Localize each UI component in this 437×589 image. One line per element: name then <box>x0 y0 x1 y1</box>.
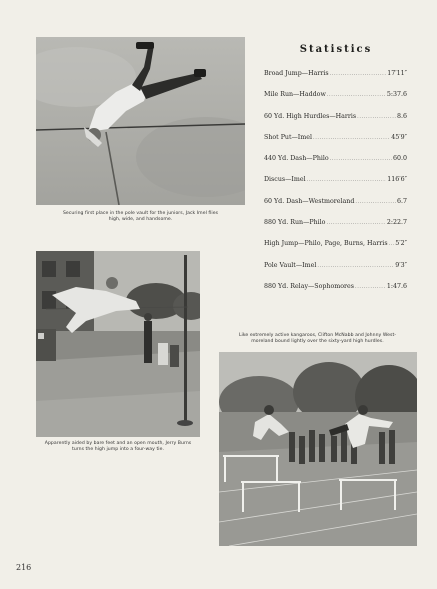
stat-leader-dots <box>357 114 396 120</box>
stat-row <box>264 240 407 261</box>
stat-event: 440 Yd. Dash—Philo <box>264 155 329 163</box>
stat-result: 6.7 <box>396 197 407 205</box>
stat-row <box>264 198 407 219</box>
stat-result: 5:37.6 <box>386 91 407 99</box>
stat-leader-dots <box>307 177 387 183</box>
stat-leader-dots <box>330 71 387 77</box>
stat-result: 5′2″ <box>395 240 407 248</box>
stat-row <box>264 113 407 134</box>
stat-event: 60 Yd. Dash—Westmoreland <box>264 197 355 205</box>
stat-result: 60.0 <box>392 155 407 163</box>
stat-leader-dots <box>355 284 386 290</box>
high-jump-photo <box>36 251 200 437</box>
stat-result: 2:22.7 <box>386 219 407 227</box>
stat-leader-dots <box>330 156 392 162</box>
stat-result: 1:47.6 <box>386 282 407 290</box>
stat-event: 880 Yd. Run—Philo <box>264 219 326 227</box>
stat-leader-dots <box>313 135 390 141</box>
stat-row <box>264 283 407 304</box>
stat-row <box>264 176 407 197</box>
stat-leader-dots <box>355 199 396 205</box>
stat-result: 17′11″ <box>387 70 407 77</box>
pole-vault-caption-line1: Securing first place in the pole vault for the juniors, Jack Imel flies <box>62 211 219 216</box>
stat-row <box>264 219 407 240</box>
hurdles-caption-line2: moreland bound lightly over the sixty-yard high hurdles. <box>251 339 384 345</box>
stat-row <box>264 155 407 176</box>
stat-event: 880 Yd. Relay—Sophomores <box>264 282 355 290</box>
stat-result: 8.6 <box>396 112 407 120</box>
stat-event: 60 Yd. High Hurdles—Harris <box>264 112 357 120</box>
statistics-list <box>264 70 407 304</box>
stat-event: Mile Run—Haddow <box>264 91 326 99</box>
stat-event: High Jump—Philo, Page, Burns, Harris <box>264 240 388 248</box>
stat-row <box>264 91 407 112</box>
pole-vault-caption-line2: high, wide, and handsome. <box>108 217 173 223</box>
high-jump-caption <box>36 441 200 453</box>
stat-leader-dots <box>326 220 385 226</box>
stat-event: Discus—Imel <box>264 176 306 184</box>
pole-vault-caption <box>36 211 245 223</box>
hurdles-caption-line1: Like extremely active kangaroos, Clifton McNabb and Johnny West- <box>238 333 397 338</box>
stat-result: 9′3″ <box>395 261 407 269</box>
stat-event: Shot Put—Imel <box>264 133 313 141</box>
hurdles-photo <box>219 352 417 546</box>
page-number: 216 <box>16 563 32 572</box>
hurdles-caption <box>218 333 417 345</box>
stat-result: 116′6″ <box>387 176 407 184</box>
stat-leader-dots <box>389 241 395 247</box>
pole-vault-photo <box>36 37 245 205</box>
stat-event: Pole Vault—Imel <box>264 261 317 269</box>
stat-row <box>264 134 407 155</box>
stat-event: Broad Jump—Harris <box>264 70 329 77</box>
stat-result: 45′9″ <box>391 133 407 141</box>
stat-leader-dots <box>327 92 386 98</box>
statistics-title: Statistics <box>299 44 373 55</box>
stat-row <box>264 70 407 91</box>
stat-leader-dots <box>317 263 394 269</box>
stat-row <box>264 262 407 283</box>
high-jump-caption-line2: turns the high jump into a four-way tie. <box>71 447 165 453</box>
high-jump-caption-line1: Apparently aided by bare feet and an open mouth, Jerry Burns <box>44 441 192 446</box>
